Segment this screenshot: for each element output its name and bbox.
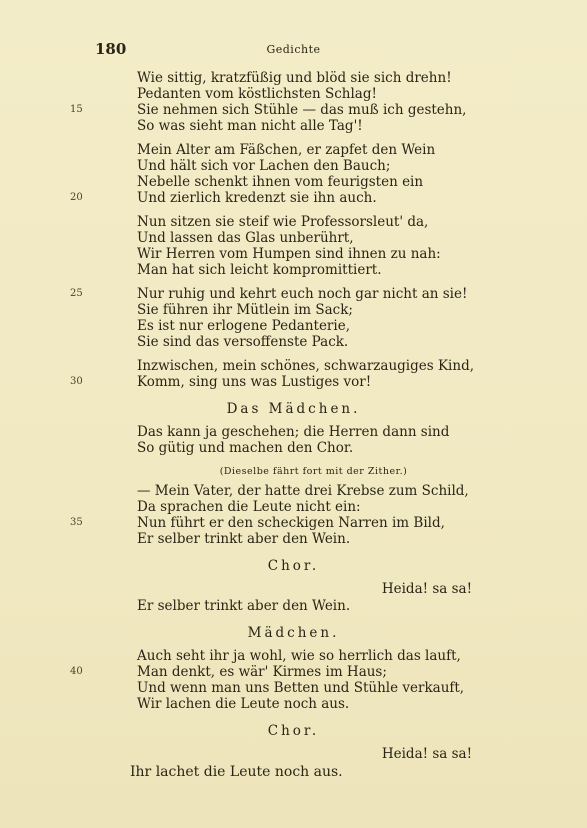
verse-text: Und hält sich vor Lachen den Bauch; (137, 158, 391, 174)
verse-text: Er selber trinkt aber den Wein. (137, 531, 351, 547)
speaker-heading: Chor. (267, 558, 320, 574)
verse-line (0, 358, 587, 374)
stanza (0, 214, 587, 278)
verse-text: Auch seht ihr ja wohl, wie so herrlich das lauft, (137, 648, 461, 664)
verse-line (0, 334, 587, 350)
verse-line (0, 118, 587, 134)
stanza (0, 142, 587, 206)
closing-line: Ihr lachet die Leute noch aus. (130, 764, 343, 780)
verse-line (0, 86, 587, 102)
line-number: 40 (70, 666, 83, 677)
line-number: 15 (70, 104, 83, 115)
line-number: 30 (70, 376, 83, 387)
verse-text: Das kann ja geschehen; die Herren dann sind (137, 424, 450, 440)
verse-line (0, 424, 587, 440)
verse-line (0, 648, 587, 664)
stanza (0, 648, 587, 712)
verse-text: Da sprachen die Leute nicht ein: (137, 499, 361, 515)
stanza (0, 483, 587, 547)
verse-line (0, 318, 587, 334)
stanza (0, 424, 587, 456)
verse-text: Nur ruhig und kehrt euch noch gar nicht an sie! (137, 286, 468, 302)
verse-text: So was sieht man nicht alle Tag'! (137, 118, 363, 134)
page-number: 180 (95, 40, 127, 58)
verse-text: Wir lachen die Leute noch aus. (137, 696, 350, 712)
verse-line (0, 214, 587, 230)
verse-line (0, 374, 587, 390)
verse-line (0, 262, 587, 278)
verse-text: Sie sind das versoffenste Pack. (137, 334, 349, 350)
verse-line (0, 174, 587, 190)
line-number: 20 (70, 192, 83, 203)
verse-line (0, 515, 587, 531)
verse-line (0, 302, 587, 318)
verse-text: Man hat sich leicht kompromittiert. (137, 262, 382, 278)
running-title: Gedichte (266, 43, 321, 56)
verse-text: — Mein Vater, der hatte drei Krebse zum Schild, (137, 483, 469, 499)
verse-line (0, 598, 587, 614)
verse-text: Nun sitzen sie steif wie Professorsleut' da, (137, 214, 429, 230)
verse-text: Wie sittig, kratzfüßig und blöd sie sich drehn! (137, 70, 452, 86)
poem-body (0, 70, 587, 781)
stanza (0, 358, 587, 390)
verse-text: Es ist nur erlogene Pedanterie, (137, 318, 350, 334)
verse-line (0, 531, 587, 547)
verse-line (0, 680, 587, 696)
verse-line (0, 70, 587, 86)
speaker-heading: Chor. (267, 723, 320, 739)
stanza (0, 70, 587, 134)
verse-line (0, 286, 587, 302)
verse-text: Mein Alter am Fäßchen, er zapfet den Wein (137, 142, 436, 158)
verse-text: Man denkt, es wär' Kirmes im Haus; (137, 664, 387, 680)
verse-line (0, 246, 587, 262)
refrain-line (0, 746, 587, 763)
verse-text: Komm, sing uns was Lustiges vor! (137, 374, 372, 390)
verse-text: Und wenn man uns Betten und Stühle verkauft, (137, 680, 465, 696)
verse-text: Und lassen das Glas unberührt, (137, 230, 354, 246)
verse-text: Und zierlich kredenzt sie ihn auch. (137, 190, 377, 206)
refrain-text: Heida! sa sa! (381, 581, 472, 597)
verse-line (0, 142, 587, 158)
verse-text: Er selber trinkt aber den Wein. (137, 598, 351, 614)
verse-line (0, 483, 587, 499)
speaker-heading: Mädchen. (247, 625, 340, 641)
speaker-heading: Das Mädchen. (226, 401, 361, 417)
refrain-line (0, 581, 587, 598)
verse-text: Sie führen ihr Mütlein im Sack; (137, 302, 353, 318)
verse-line (0, 499, 587, 515)
verse-line (0, 440, 587, 456)
verse-text: Nebelle schenkt ihnen vom feurigsten ein (137, 174, 424, 190)
stanza (0, 598, 587, 614)
stage-direction: (Dieselbe fährt fort mit der Zither.) (219, 466, 408, 477)
verse-line (0, 664, 587, 680)
verse-line (0, 190, 587, 206)
page-header (0, 40, 587, 60)
refrain-text: Heida! sa sa! (381, 746, 472, 762)
line-number: 35 (70, 517, 83, 528)
verse-line (0, 102, 587, 118)
line-number: 25 (70, 288, 83, 299)
stanza (0, 286, 587, 350)
verse-text: Wir Herren vom Humpen sind ihnen zu nah: (137, 246, 441, 262)
verse-line (0, 696, 587, 712)
verse-text: So gütig und machen den Chor. (137, 440, 354, 456)
verse-line (0, 230, 587, 246)
verse-text: Nun führt er den scheckigen Narren im Bild, (137, 515, 445, 531)
verse-text: Sie nehmen sich Stühle — das muß ich gestehn, (137, 102, 467, 118)
verse-text: Inzwischen, mein schönes, schwarzaugiges Kind, (137, 358, 474, 374)
verse-line (0, 158, 587, 174)
verse-text: Pedanten vom köstlichsten Schlag! (137, 86, 377, 102)
